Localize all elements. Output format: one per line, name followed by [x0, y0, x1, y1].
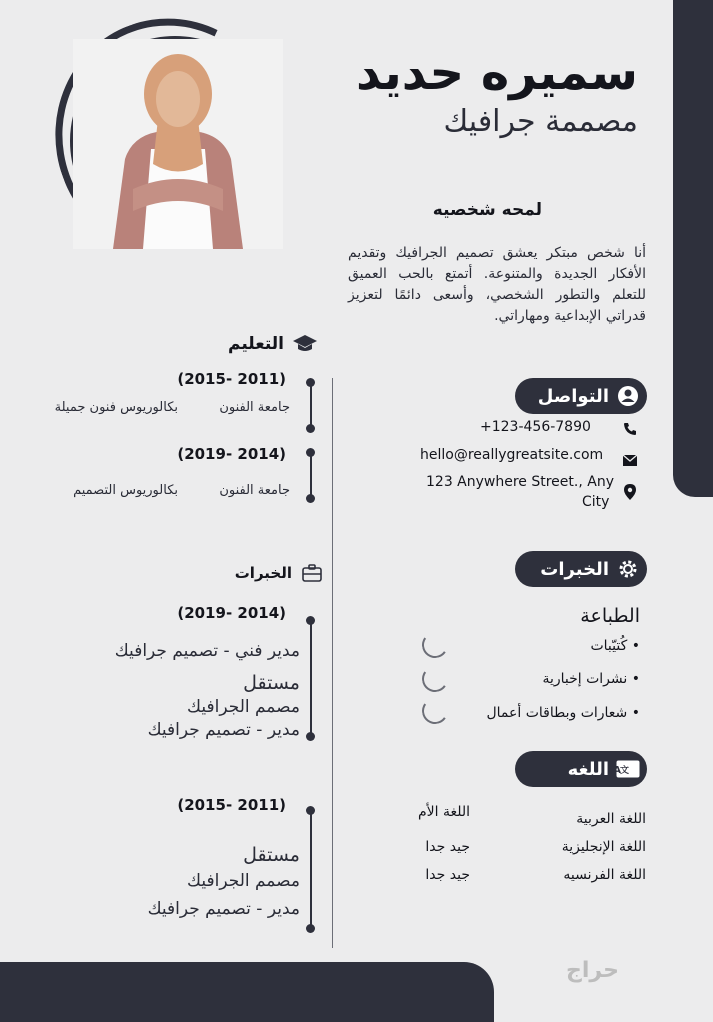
email-icon	[622, 452, 638, 468]
skill-label: نشرات إخبارية	[542, 671, 628, 687]
skill-label: كُتيّبات	[590, 638, 628, 654]
phone-icon	[622, 421, 638, 437]
experience-line: مستقل	[243, 672, 300, 694]
timeline-dot	[306, 494, 315, 503]
skill-item: • شعارات وبطاقات أعمال	[486, 705, 640, 721]
language-name: اللغة الإنجليزية	[561, 839, 646, 855]
timeline-dot	[306, 924, 315, 933]
language-level: جيد جدا	[425, 839, 470, 855]
translate-icon	[613, 758, 639, 780]
person-illustration	[73, 39, 283, 249]
bottom-decor-bar	[0, 962, 494, 1022]
contact-heading	[515, 378, 647, 414]
timeline-segment	[310, 452, 312, 498]
language-name: اللغة العربية	[576, 811, 646, 827]
experience-line: مصمم الجرافيك	[187, 871, 300, 891]
timeline-dot	[306, 378, 315, 387]
education-school: جامعة الفنون	[219, 483, 290, 498]
education-title: التعليم	[228, 334, 284, 354]
experience-title: الخبرات	[234, 564, 292, 582]
skill-level-ring	[420, 696, 450, 726]
right-decor-bar	[673, 0, 713, 497]
person-name: سميره حديد	[356, 45, 638, 101]
timeline-segment	[310, 620, 312, 736]
gear-icon	[617, 558, 639, 580]
about-text: أنا شخص مبتكر يعشق تصميم الجرافيك وتقديم الأفكار الجديدة والمتنوعة. أتمتع بالحب العميق للتعلم والتطور الشخصي، وأسعى دائمًا لتعزيز قدراتي الإبداعية ومهاراتي.	[348, 245, 646, 324]
education-heading	[200, 334, 318, 354]
language-level: جيد جدا	[425, 867, 470, 883]
experience-line: مدير فني - تصميم جرافيك	[114, 641, 300, 661]
timeline-dot	[306, 424, 315, 433]
svg-text:文: 文	[619, 766, 629, 776]
skill-label: شعارات وبطاقات أعمال	[486, 705, 628, 721]
timeline-dot	[306, 616, 315, 625]
contact-address-line1: 123 Anywhere Street., Any	[426, 474, 614, 490]
column-divider	[332, 378, 333, 948]
skills-heading	[515, 551, 647, 587]
experience-period: (2014 -2019)	[177, 604, 286, 622]
experience-line: مستقل	[243, 844, 300, 866]
skill-item: • نشرات إخبارية	[542, 671, 640, 687]
contact-email[interactable]: hello@reallygreatsite.com	[420, 447, 604, 463]
graduation-cap-icon	[292, 334, 318, 354]
education-school: جامعة الفنون	[219, 400, 290, 415]
timeline-dot	[306, 448, 315, 457]
timeline-segment	[310, 810, 312, 928]
language-level: اللغة الأم	[417, 804, 470, 820]
language-name: اللغة الفرنسيه	[563, 867, 646, 883]
education-degree: بكالوريوس التصميم	[73, 483, 178, 498]
experience-line: مصمم الجرافيك	[187, 697, 300, 717]
watermark: حراج	[566, 958, 619, 983]
education-degree: بكالوريوس فنون جميلة	[54, 400, 178, 415]
languages-heading	[515, 751, 647, 787]
experience-line: مدير - تصميم جرافيك	[147, 899, 300, 919]
about-title: لمحه شخصيه	[432, 200, 542, 220]
experience-heading	[200, 564, 322, 582]
location-icon	[622, 484, 638, 500]
contact-title: التواصل	[537, 385, 609, 407]
skill-item: • كُتيّبات	[590, 638, 640, 654]
skills-subtitle: الطباعة	[580, 605, 640, 627]
education-period: (2014 -2019)	[177, 445, 286, 463]
skill-level-ring	[420, 630, 450, 660]
svg-text:A: A	[613, 765, 621, 776]
job-title: مصممة جرافيك	[443, 104, 638, 139]
education-period: (2011 -2015)	[177, 370, 286, 388]
skill-level-ring	[420, 664, 450, 694]
experience-period: (2011 -2015)	[177, 796, 286, 814]
timeline-dot	[306, 732, 315, 741]
contact-phone[interactable]: +123-456-7890	[480, 419, 591, 435]
skills-title: الخبرات	[540, 558, 609, 580]
contact-address-line2: City	[582, 494, 610, 510]
languages-title: اللغه	[567, 758, 609, 780]
timeline-segment	[310, 382, 312, 428]
user-icon	[617, 385, 639, 407]
experience-line: مدير - تصميم جرافيك	[147, 720, 300, 740]
timeline-dot	[306, 806, 315, 815]
profile-photo	[70, 36, 280, 246]
briefcase-icon	[302, 564, 322, 582]
